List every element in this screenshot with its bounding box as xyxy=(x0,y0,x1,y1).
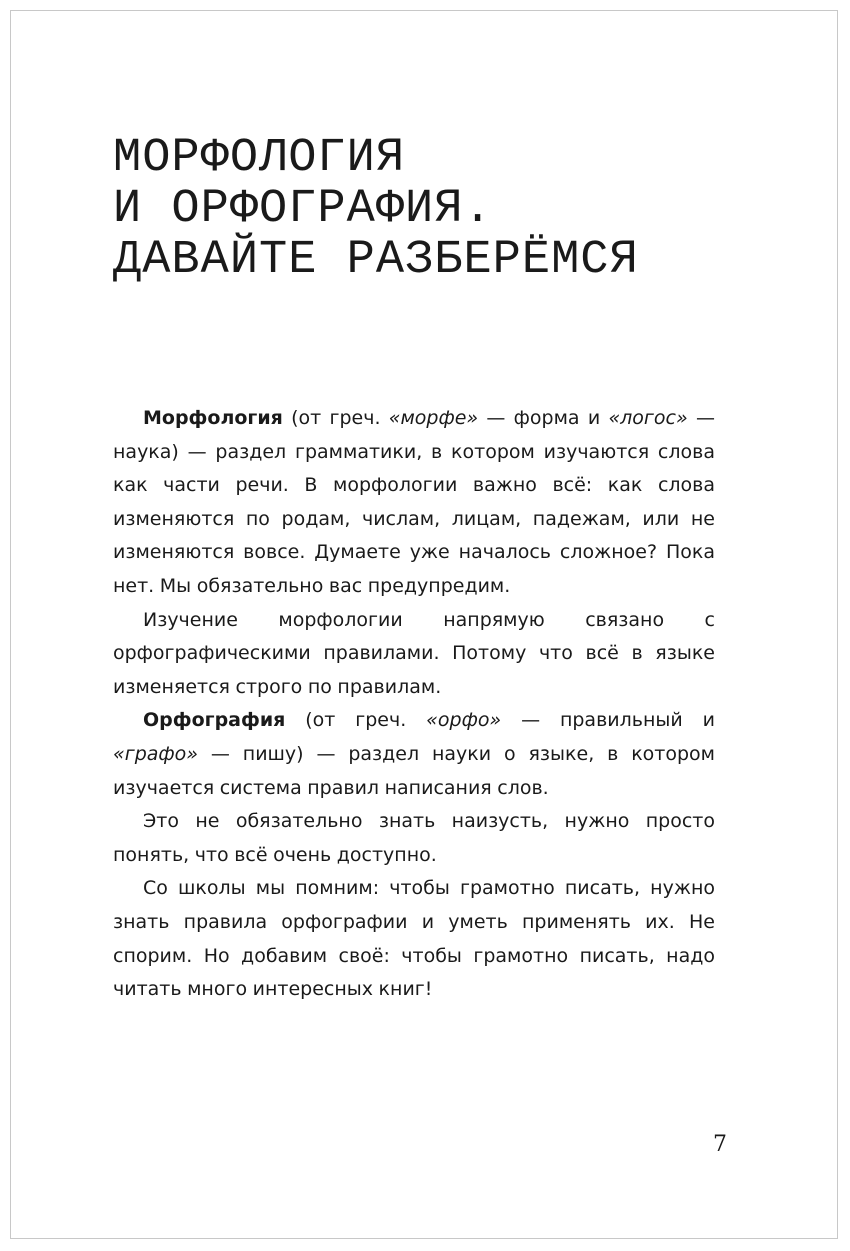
title-line-1: МОРФОЛОГИЯ xyxy=(113,132,406,185)
paragraph-morphology-link: Изучение морфологии напрямую связано с орфографическими правилами. Потому что всё в языке изменяется строго по правилам. xyxy=(113,608,715,698)
term-morphology: Морфология xyxy=(143,407,283,429)
greek-word-grapho: «графо» xyxy=(113,742,199,765)
page-number: 7 xyxy=(713,1132,727,1157)
paragraph-morphology-definition xyxy=(113,402,715,604)
text-fragment: — наука) — раздел грамматики, в котором изучаются слова как части речи. В морфологии важно всё: как слова изменяются по родам, числам, лицам, падежам, или не изменяются вовсе. Думаете уже началось сложное? Пока нет. Мы обязательно вас предупредим. xyxy=(113,407,715,597)
paragraph-no-memorizing: Это не обязательно знать наизусть, нужно просто понять, что всё очень доступно. xyxy=(113,810,715,866)
paragraph-orthography-definition xyxy=(113,704,715,805)
title-line-2: И ОРФОГРАФИЯ. xyxy=(113,183,493,236)
paragraph-read-books: Со школы мы помним: чтобы грамотно писать, нужно знать правила орфографии и уметь применять их. Не спорим. Но добавим своё: чтобы грамотно писать, надо читать много интересных книг! xyxy=(113,877,715,1001)
greek-word-ortho: «орфо» xyxy=(426,709,502,732)
term-orthography: Орфография xyxy=(143,709,286,732)
text-fragment: — пишу) — раздел науки о языке, в котором изучается система правил написания слов. xyxy=(113,742,715,799)
text-fragment: — форма и xyxy=(478,407,609,429)
body-text xyxy=(113,402,715,1007)
greek-word-logos: «логос» xyxy=(608,407,688,429)
greek-word-morphe: «морфе» xyxy=(388,407,479,429)
title-line-3: ДАВАЙТЕ РАЗБЕРЁМСЯ xyxy=(113,234,639,287)
text-fragment: (от греч. xyxy=(285,709,427,732)
text-fragment: (от греч. xyxy=(282,407,389,429)
text-fragment: — правильный и xyxy=(501,709,715,732)
chapter-title xyxy=(113,133,753,286)
